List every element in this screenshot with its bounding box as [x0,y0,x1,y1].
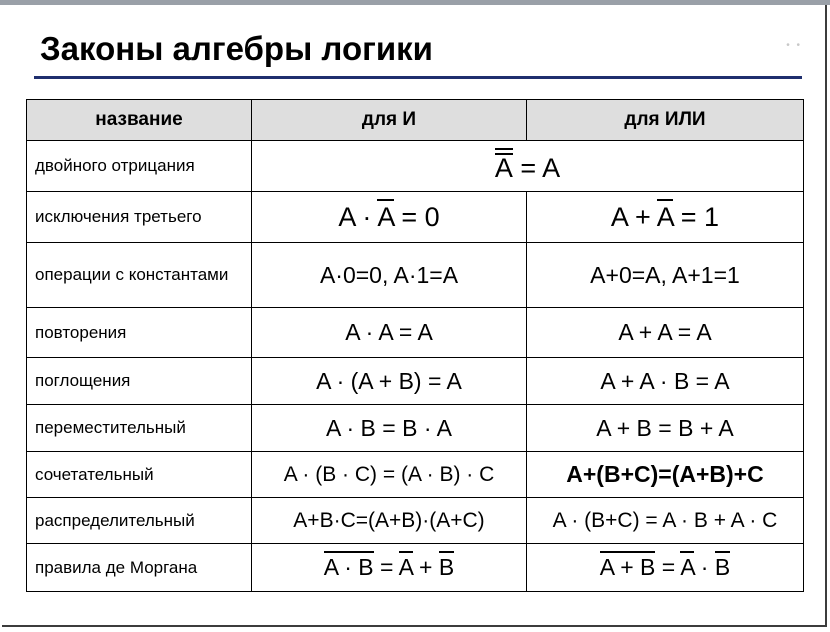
header-row [27,100,804,141]
formula-double-negation [252,141,804,192]
table-row [27,405,804,452]
table-row [27,498,804,544]
table-row [27,544,804,592]
table-row [27,358,804,405]
formula-or: A + B = B + A [527,405,804,452]
formula-and: A+B·C=(A+B)·(A+C) [252,498,527,544]
decorative-dots: • • [786,40,802,51]
law-name: двойного отрицания [27,141,252,192]
formula-and: A · A = A [252,308,527,358]
formula-and: A · B = B · A [252,405,527,452]
law-name: правила де Моргана [27,544,252,592]
formula-or: A + A · B = A [527,358,804,405]
law-name: распределительный [27,498,252,544]
formula-or: A + A = 1 [527,192,804,243]
formula-or: A+0=A, A+1=1 [527,243,804,308]
law-name: исключения третьего [27,192,252,243]
formula-or: A + B = A · B [527,544,804,592]
law-name: поглощения [27,358,252,405]
header-and: для И [252,100,527,141]
formula-or: A · (B+C) = A · B + A · C [527,498,804,544]
laws-table [26,99,804,592]
header-name: название [27,100,252,141]
formula-and: A · A = 0 [252,192,527,243]
law-name: сочетательный [27,452,252,498]
table-row [27,308,804,358]
formula-and: A · (A + B) = A [252,358,527,405]
formula-or: A + A = A [527,308,804,358]
header-or: для ИЛИ [527,100,804,141]
table-row [27,192,804,243]
law-name: повторения [27,308,252,358]
table-row [27,141,804,192]
law-name: операции с константами [27,243,252,308]
formula-and: A · B = A + B [252,544,527,592]
table-row [27,243,804,308]
law-name: переместительный [27,405,252,452]
page-title: Законы алгебры логики [40,30,433,67]
formula-and: A · (B · C) = (A · B) · C [252,452,527,498]
formula-or: A+(B+C)=(A+B)+C [527,452,804,498]
title-underline [34,76,802,79]
table-row [27,452,804,498]
formula-render: A = A [495,153,560,183]
formula-and: A·0=0, A·1=A [252,243,527,308]
